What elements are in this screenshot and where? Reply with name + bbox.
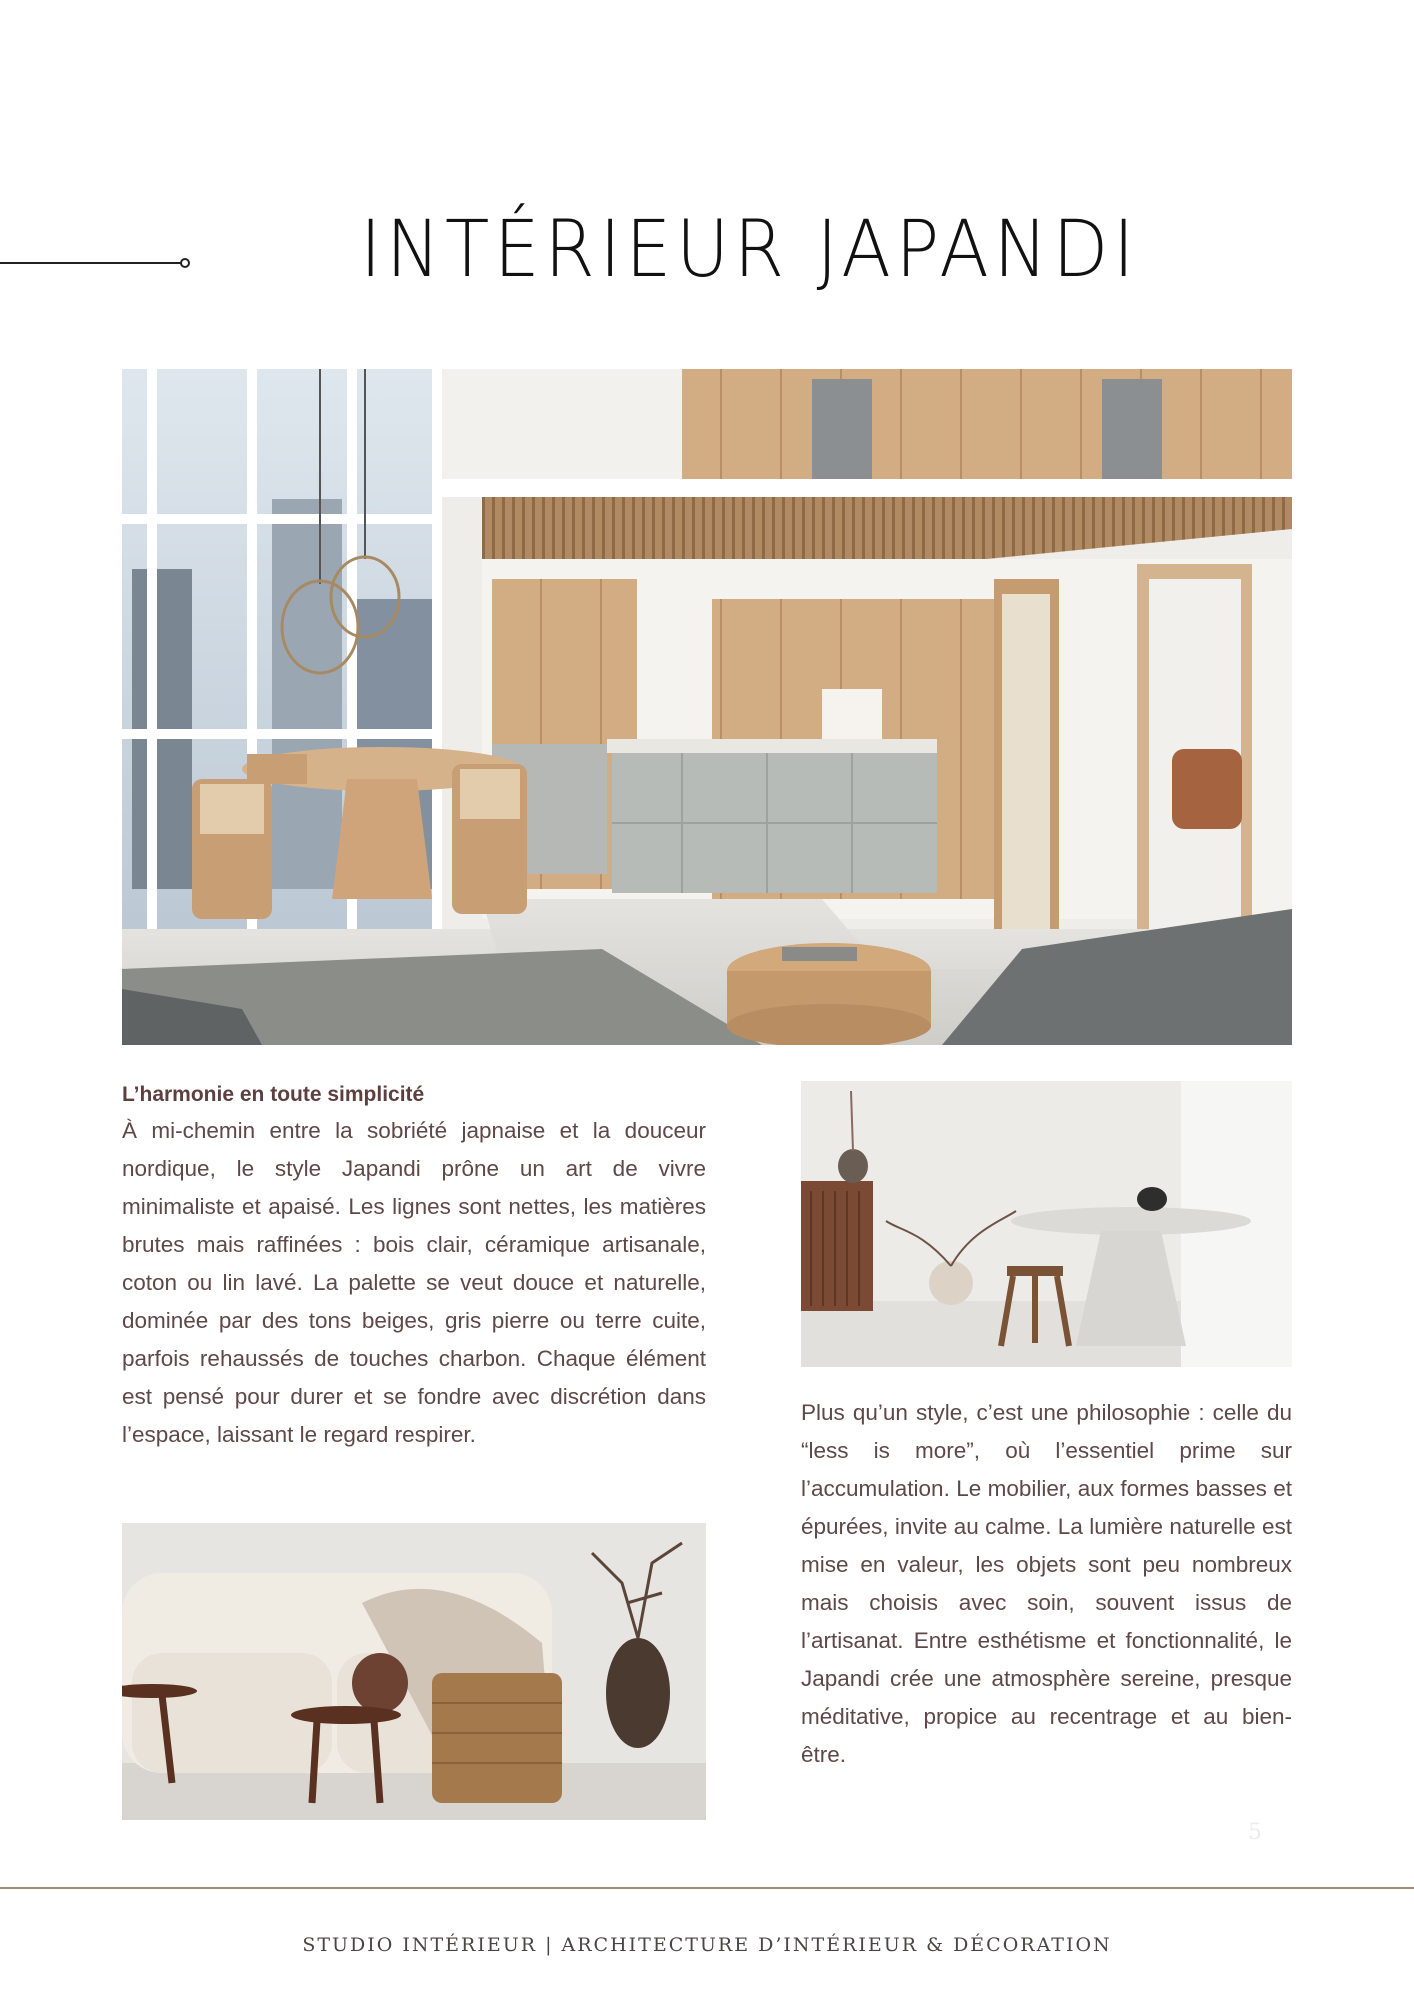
page-number: 5	[1248, 1820, 1262, 1845]
title-decorative-dot	[180, 258, 190, 268]
footer-text: STUDIO INTÉRIEUR | ARCHITECTURE D’INTÉRIEUR & DÉCORATION	[302, 1934, 1112, 1956]
hero-kitchen-photo	[122, 369, 1292, 1045]
left-text-block	[122, 1078, 706, 1454]
right-paragraph: Plus qu’un style, c’est une philosophie : celle du “less is more”, où l’essentiel prime sur l’accumulation. Le mobilier, aux formes basses et épurées, invite au calme. La lumière naturelle est mise en valeur, les objets sont peu nombreux mais choisis avec soin, souvent issus de l’artisanat. Entre esthétisme et fonctionnalité, le Japandi crée une atmosphère sereine, presque méditative, propice au recentrage et au bien-être.	[801, 1400, 1292, 1767]
section-heading: L’harmonie en toute simplicité	[122, 1083, 425, 1106]
footer-divider	[0, 1887, 1414, 1889]
sofa-photo	[122, 1523, 706, 1820]
left-paragraph: À mi-chemin entre la sobriété japnaise et la douceur nordique, le style Japandi prône un art de vivre minimaliste et apaisé. Les lignes sont nettes, les matières brutes mais raffinées : bois clair, céramique artisanale, coton ou lin lavé. La palette se veut douce et naturelle, dominée par des tons beiges, gris pierre ou terre cuite, parfois rehaussés de touches charbon. Chaque élément est pensé pour durer et se fondre avec discrétion dans l’espace, laissant le regard respirer.	[122, 1118, 706, 1447]
page-title: INTÉRIEUR JAPANDI	[360, 205, 1140, 295]
right-text-block	[801, 1394, 1292, 1774]
round-table-photo	[801, 1081, 1292, 1367]
title-decorative-line	[0, 262, 183, 264]
